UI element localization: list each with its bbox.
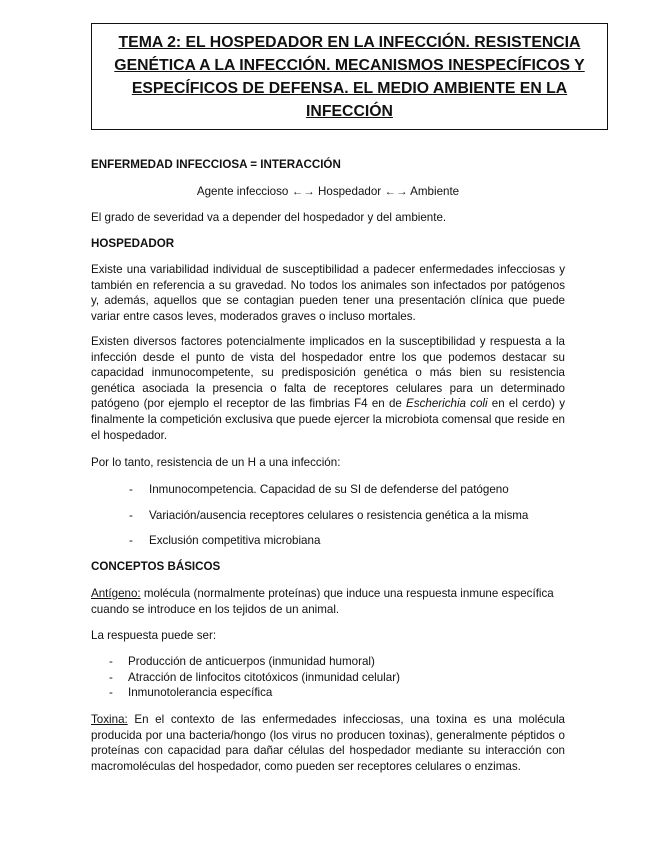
resistance-intro: Por lo tanto, resistencia de un H a una infección: — [91, 456, 341, 469]
toxin-definition — [91, 712, 565, 774]
toxin-text: En el contexto de las enfermedades infecciosas, una toxina es una molécula producida por una bacteria/hongo (los virus no producen toxinas), generalmente péptidos o proteínas con capacidad para dañar células del hospedador mediante su interacción con macromoléculas del hospedador, como pueden ser receptores celulares o enzimas. — [91, 713, 565, 773]
response-dash-1: - — [109, 655, 113, 668]
antigen-definition — [91, 586, 565, 617]
heading-host: HOSPEDADOR — [91, 237, 175, 250]
antigen-term: Antígeno: — [91, 587, 141, 600]
interaction-line: Agente infeccioso ←→ Hospedador ←→ Ambiente — [196, 185, 460, 198]
paragraph-factors — [91, 334, 565, 443]
title-box — [91, 23, 608, 130]
response-item: Producción de anticuerpos (inmunidad humoral) — [128, 655, 375, 668]
response-dash-3: - — [109, 686, 113, 699]
heading-concepts: CONCEPTOS BÁSICOS — [91, 560, 221, 573]
factors-text-start: Existen diversos factores potencialmente implicados en la susceptibilidad y respuesta a la infección desde el punto de vista del hospedador entre los que podemos destacar su capacidad inmunocompetente, su predisposición genética o más bien su resistencia genética asociada la presencia o falta de receptores celulares para un determinado patógeno (por ejemplo el receptor de las fimbrias F4 en de — [91, 335, 565, 411]
response-dash-2: - — [109, 671, 113, 684]
response-intro: La respuesta puede ser: — [91, 629, 217, 642]
severity-sentence: El grado de severidad va a depender del hospedador y del ambiente. — [91, 211, 447, 224]
factors-text-end: en el cerdo) y finalmente la competición exclusiva que puede ejercer la microbiota comensal que reside en el hospedador. — [91, 397, 566, 442]
resistance-dash-3: - — [129, 534, 133, 547]
response-item: Inmunotolerancia específica — [128, 686, 273, 699]
resistance-item: Variación/ausencia receptores celulares o resistencia genética a la misma — [149, 509, 529, 522]
paragraph-variability: Existe una variabilidad individual de susceptibilidad a padecer enfermedades infecciosas y también en referencia a su gravedad. No todos los animales son infectados por patógenos y, además, aquellos que se contagian pueden tener una presentación clínica que puede variar entre casos leves, moderados graves o incluso mortales. — [91, 263, 565, 323]
page-title: TEMA 2: EL HOSPEDADOR EN LA INFECCIÓN. RESISTENCIA GENÉTICA A LA INFECCIÓN. MECANISMOS INESPECÍFICOS Y ESPECÍFICOS DE DEFENSA. EL MEDIO AMBIENTE EN LA INFECCIÓN — [114, 33, 585, 120]
response-item: Atracción de linfocitos citotóxicos (inmunidad celular) — [128, 671, 400, 684]
resistance-item: Exclusión competitiva microbiana — [149, 534, 321, 547]
toxin-term: Toxina: — [91, 713, 128, 726]
species-name: Escherichia coli — [406, 397, 488, 411]
resistance-dash-2: - — [129, 509, 133, 522]
heading-interaction: ENFERMEDAD INFECCIOSA = INTERACCIÓN — [91, 158, 341, 171]
resistance-item: Inmunocompetencia. Capacidad de su SI de defenderse del patógeno — [149, 483, 509, 496]
antigen-text: molécula (normalmente proteínas) que induce una respuesta inmune específica cuando se introduce en los tejidos de un animal. — [91, 587, 554, 616]
resistance-dash-1: - — [129, 483, 133, 496]
